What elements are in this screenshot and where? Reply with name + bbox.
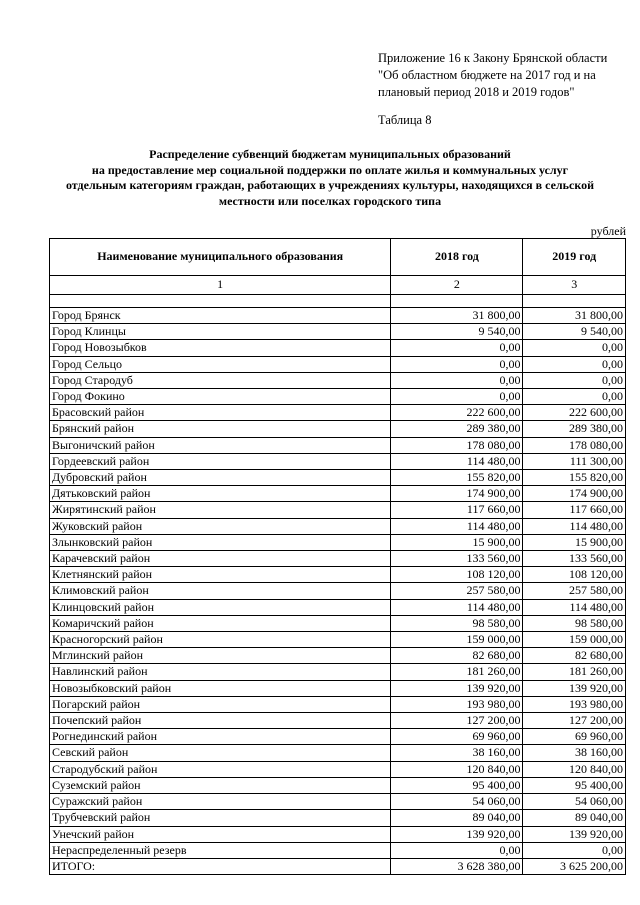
title-line: на предоставление мер социальной поддержки по оплате жилья и коммунальных услуг (91, 162, 569, 177)
amount-2019: 289 380,00 (523, 421, 626, 437)
amount-2019: 139 920,00 (523, 680, 626, 696)
amount-2018: 159 000,00 (391, 632, 523, 648)
municipality-name: Клинцовский район (50, 599, 391, 615)
municipality-name: Город Стародуб (50, 372, 391, 388)
amount-2018: 69 960,00 (391, 729, 523, 745)
amount-2019: 95 400,00 (523, 777, 626, 793)
amount-2018: 178 080,00 (391, 437, 523, 453)
table-row (50, 680, 626, 696)
municipality-name: Навлинский район (50, 664, 391, 680)
amount-2019: 0,00 (523, 389, 626, 405)
amount-2018: 117 660,00 (391, 502, 523, 518)
municipality-name: Климовский район (50, 583, 391, 599)
table-row (50, 842, 626, 858)
amount-2019: 114 480,00 (523, 518, 626, 534)
amount-2019: 257 580,00 (523, 583, 626, 599)
appendix-line: "Об областном бюджете на 2017 год и на (378, 68, 596, 82)
title-line: отдельным категориям граждан, работающих в учреждениях культуры, находящихся в сельской (65, 178, 595, 192)
amount-2018: 174 900,00 (391, 486, 523, 502)
spacer-cell (523, 295, 626, 308)
table-row (50, 389, 626, 405)
municipality-name: Город Фокино (50, 389, 391, 405)
amount-2019: 114 480,00 (523, 599, 626, 615)
amount-2019: 174 900,00 (523, 486, 626, 502)
amount-2019: 9 540,00 (523, 324, 626, 340)
amount-2019: 108 120,00 (523, 567, 626, 583)
municipality-name: Суземский район (50, 777, 391, 793)
table-row (50, 794, 626, 810)
municipality-name: Дубровский район (50, 470, 391, 486)
table-row (50, 664, 626, 680)
municipality-name: Город Сельцо (50, 356, 391, 372)
table-row (50, 340, 626, 356)
table-body (50, 308, 626, 875)
table-row (50, 567, 626, 583)
amount-2018: 0,00 (391, 842, 523, 858)
amount-2018: 222 600,00 (391, 405, 523, 421)
amount-2019: 117 660,00 (523, 502, 626, 518)
amount-2018: 108 120,00 (391, 567, 523, 583)
table-row (50, 470, 626, 486)
spacer-cell (50, 295, 391, 308)
appendix-note (378, 50, 628, 101)
amount-2018: 89 040,00 (391, 810, 523, 826)
column-header-2019: 2019 год (523, 239, 626, 276)
column-number: 1 (50, 276, 391, 295)
municipality-name: Мглинский район (50, 648, 391, 664)
amount-2018: 38 160,00 (391, 745, 523, 761)
amount-2018: 127 200,00 (391, 713, 523, 729)
amount-2019: 82 680,00 (523, 648, 626, 664)
municipality-name: Почепский район (50, 713, 391, 729)
table-row (50, 534, 626, 550)
table-row (50, 696, 626, 712)
table-row (50, 453, 626, 469)
amount-2019: 0,00 (523, 842, 626, 858)
amount-2019: 193 980,00 (523, 696, 626, 712)
appendix-line: Приложение 16 к Закону Брянской области (378, 51, 608, 65)
table-row (50, 583, 626, 599)
municipality-name: Унечский район (50, 826, 391, 842)
amount-2018: 181 260,00 (391, 664, 523, 680)
municipality-name: Клетнянский район (50, 567, 391, 583)
table-row (50, 713, 626, 729)
amount-2018: 0,00 (391, 340, 523, 356)
table-row (50, 745, 626, 761)
municipality-name: Брянский район (50, 421, 391, 437)
amount-2019: 31 800,00 (523, 308, 626, 324)
amount-2019: 3 625 200,00 (523, 858, 626, 874)
table-label: Таблица 8 (378, 113, 432, 127)
municipality-name: Злынковский район (50, 534, 391, 550)
table-row (50, 810, 626, 826)
municipality-name: Погарский район (50, 696, 391, 712)
amount-2018: 3 628 380,00 (391, 858, 523, 874)
municipality-name: Комаричский район (50, 615, 391, 631)
table-row (50, 761, 626, 777)
municipality-name: Рогнединский район (50, 729, 391, 745)
table-row (50, 405, 626, 421)
amount-2018: 139 920,00 (391, 680, 523, 696)
column-header-name: Наименование муниципального образования (50, 239, 391, 276)
amount-2018: 289 380,00 (391, 421, 523, 437)
table-row (50, 518, 626, 534)
currency-unit: рублей (590, 224, 626, 238)
column-number: 3 (523, 276, 626, 295)
amount-2018: 114 480,00 (391, 518, 523, 534)
subsidy-table (49, 238, 626, 875)
table-row (50, 551, 626, 567)
amount-2019: 111 300,00 (523, 453, 626, 469)
amount-2019: 89 040,00 (523, 810, 626, 826)
table-row (50, 599, 626, 615)
amount-2018: 114 480,00 (391, 453, 523, 469)
amount-2018: 54 060,00 (391, 794, 523, 810)
amount-2019: 127 200,00 (523, 713, 626, 729)
table-row (50, 777, 626, 793)
table-row (50, 486, 626, 502)
municipality-name: Жирятинский район (50, 502, 391, 518)
table-row (50, 421, 626, 437)
municipality-name: Выгоничский район (50, 437, 391, 453)
table-row (50, 826, 626, 842)
amount-2018: 193 980,00 (391, 696, 523, 712)
municipality-name: Брасовский район (50, 405, 391, 421)
amount-2019: 178 080,00 (523, 437, 626, 453)
spacer-cell (391, 295, 523, 308)
table-row (50, 356, 626, 372)
amount-2018: 9 540,00 (391, 324, 523, 340)
amount-2018: 82 680,00 (391, 648, 523, 664)
amount-2018: 139 920,00 (391, 826, 523, 842)
column-number: 2 (391, 276, 523, 295)
amount-2018: 155 820,00 (391, 470, 523, 486)
amount-2018: 95 400,00 (391, 777, 523, 793)
municipality-name: Стародубский район (50, 761, 391, 777)
table-row (50, 615, 626, 631)
table-row (50, 372, 626, 388)
municipality-name: Карачевский район (50, 551, 391, 567)
column-header-2018: 2018 год (391, 239, 523, 276)
municipality-name: Город Клинцы (50, 324, 391, 340)
amount-2018: 0,00 (391, 356, 523, 372)
municipality-name: Суражский район (50, 794, 391, 810)
amount-2019: 0,00 (523, 340, 626, 356)
municipality-name: Трубчевский район (50, 810, 391, 826)
table-row (50, 729, 626, 745)
amount-2018: 257 580,00 (391, 583, 523, 599)
table-row (50, 308, 626, 324)
amount-2019: 38 160,00 (523, 745, 626, 761)
amount-2018: 98 580,00 (391, 615, 523, 631)
appendix-line: плановый период 2018 и 2019 годов" (378, 85, 575, 99)
amount-2019: 159 000,00 (523, 632, 626, 648)
amount-2019: 133 560,00 (523, 551, 626, 567)
municipality-name: Севский район (50, 745, 391, 761)
table-row (50, 632, 626, 648)
municipality-name: Новозыбковский район (50, 680, 391, 696)
municipality-name: Дятьковский район (50, 486, 391, 502)
municipality-name: Нераспределенный резерв (50, 842, 391, 858)
municipality-name: Гордеевский район (50, 453, 391, 469)
table-row (50, 437, 626, 453)
amount-2019: 54 060,00 (523, 794, 626, 810)
amount-2019: 69 960,00 (523, 729, 626, 745)
municipality-name: Красногорский район (50, 632, 391, 648)
amount-2018: 114 480,00 (391, 599, 523, 615)
municipality-name: ИТОГО: (50, 858, 391, 874)
amount-2018: 0,00 (391, 389, 523, 405)
amount-2019: 15 900,00 (523, 534, 626, 550)
amount-2019: 139 920,00 (523, 826, 626, 842)
amount-2019: 0,00 (523, 372, 626, 388)
amount-2019: 0,00 (523, 356, 626, 372)
document-title (40, 147, 620, 209)
amount-2019: 181 260,00 (523, 664, 626, 680)
amount-2018: 133 560,00 (391, 551, 523, 567)
title-line: местности или поселках городского типа (218, 193, 442, 208)
table-row (50, 648, 626, 664)
municipality-name: Город Брянск (50, 308, 391, 324)
amount-2019: 155 820,00 (523, 470, 626, 486)
amount-2018: 15 900,00 (391, 534, 523, 550)
municipality-name: Город Новозыбков (50, 340, 391, 356)
amount-2019: 222 600,00 (523, 405, 626, 421)
table-row (50, 502, 626, 518)
table-row (50, 858, 626, 874)
municipality-name: Жуковский район (50, 518, 391, 534)
amount-2018: 120 840,00 (391, 761, 523, 777)
table-row (50, 324, 626, 340)
title-line: Распределение субвенций бюджетам муниципальных образований (149, 147, 511, 161)
amount-2018: 0,00 (391, 372, 523, 388)
amount-2018: 31 800,00 (391, 308, 523, 324)
amount-2019: 120 840,00 (523, 761, 626, 777)
amount-2019: 98 580,00 (523, 615, 626, 631)
